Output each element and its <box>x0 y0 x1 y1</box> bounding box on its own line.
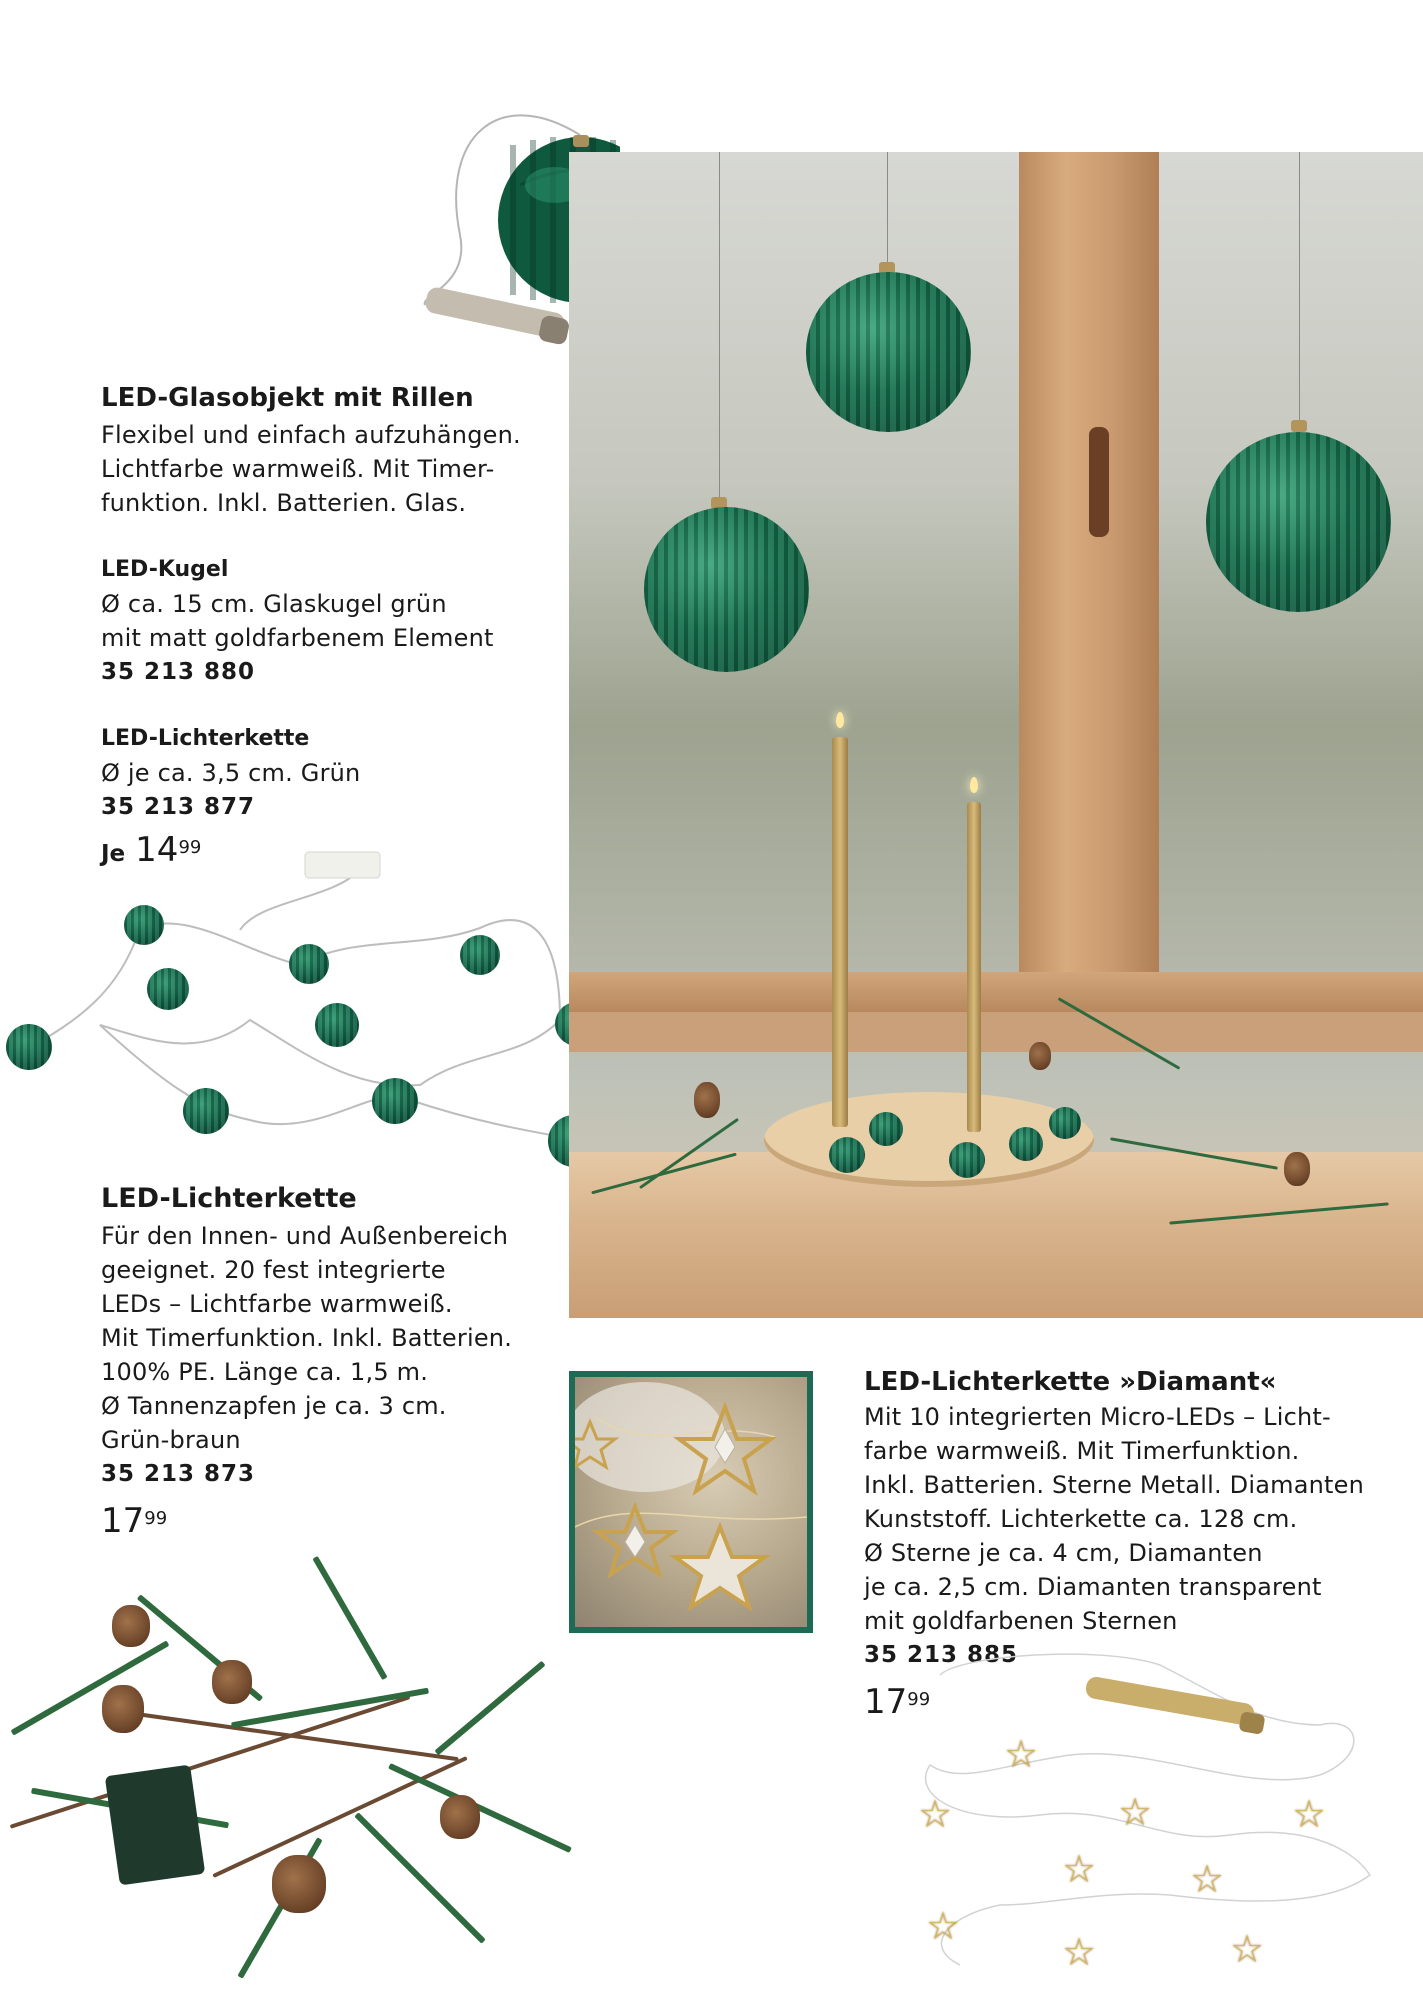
product-title: LED-Glasobjekt mit Rillen <box>101 383 474 413</box>
product-description-line: mit goldfarbenen Sternen <box>864 1607 1178 1635</box>
product-block-glass-object <box>101 380 561 870</box>
price-main: 17 <box>864 1682 908 1722</box>
article-number: 35 213 880 <box>101 659 256 685</box>
green-led-string-photo <box>0 840 620 1180</box>
price-main: 17 <box>101 1501 145 1541</box>
product-description-line: Für den Innen- und Außenbereich <box>101 1222 509 1250</box>
product-description-line: funktion. Inkl. Batterien. Glas. <box>101 489 467 517</box>
product-description-line: 100% PE. Länge ca. 1,5 m. <box>101 1358 429 1386</box>
article-number: 35 213 877 <box>101 794 256 820</box>
product-description-line: geeignet. 20 fest integrierte <box>101 1256 446 1284</box>
price-cents: 99 <box>144 1508 168 1529</box>
star-diamond-inset-photo <box>569 1371 813 1633</box>
product-description-line: Flexibel und einfach aufzuhängen. <box>101 421 521 449</box>
price-prefix: Je <box>101 841 126 867</box>
window-scene-photo <box>569 152 1423 1318</box>
product-description-line: Grün-braun <box>101 1426 241 1454</box>
product-title: LED-Lichterkette <box>101 1183 357 1214</box>
product-description-line: Ø Sterne je ca. 4 cm, Diamanten <box>864 1539 1263 1567</box>
pine-garland-photo <box>0 1555 590 2000</box>
product-description-line: Ø Tannenzapfen je ca. 3 cm. <box>101 1392 447 1420</box>
price <box>101 1501 561 1541</box>
product-description-line: je ca. 2,5 cm. Diamanten transparent <box>864 1573 1322 1601</box>
article-number: 35 213 873 <box>101 1461 256 1487</box>
product-description-line: farbe warmweiß. Mit Timerfunktion. <box>864 1437 1300 1465</box>
product-description-line: Inkl. Batterien. Sterne Metall. Diamanten <box>864 1471 1365 1499</box>
product-description-line: Lichtfarbe warmweiß. Mit Timer- <box>101 455 495 483</box>
variant-description-line: Ø ca. 15 cm. Glaskugel grün <box>101 590 447 618</box>
variant-description-line: Ø je ca. 3,5 cm. Grün <box>101 759 361 787</box>
product-description-line: LEDs – Lichtfarbe warmweiß. <box>101 1290 453 1318</box>
product-description-line: Mit Timerfunktion. Inkl. Batterien. <box>101 1324 513 1352</box>
product-block-pine-garland <box>101 1181 561 1541</box>
product-description-line: Kunststoff. Lichterkette ca. 128 cm. <box>864 1505 1298 1533</box>
product-title: LED-Lichterkette »Diamant« <box>864 1367 1277 1397</box>
product-description-line: Mit 10 integrierten Micro-LEDs – Licht- <box>864 1403 1331 1431</box>
variant-name: LED-Lichterkette <box>101 726 310 751</box>
price-cents: 99 <box>178 837 202 858</box>
variant-description-line: mit matt goldfarbenem Element <box>101 624 494 652</box>
variant-name: LED-Kugel <box>101 557 229 582</box>
star-led-string-photo: ☆ ☆ ☆ ☆ ☆ ☆ ☆ ☆ ☆ <box>900 1645 1423 2000</box>
price-cents: 99 <box>907 1689 931 1710</box>
price-main: 14 <box>135 830 179 870</box>
article-number: 35 213 885 <box>864 1642 1019 1668</box>
